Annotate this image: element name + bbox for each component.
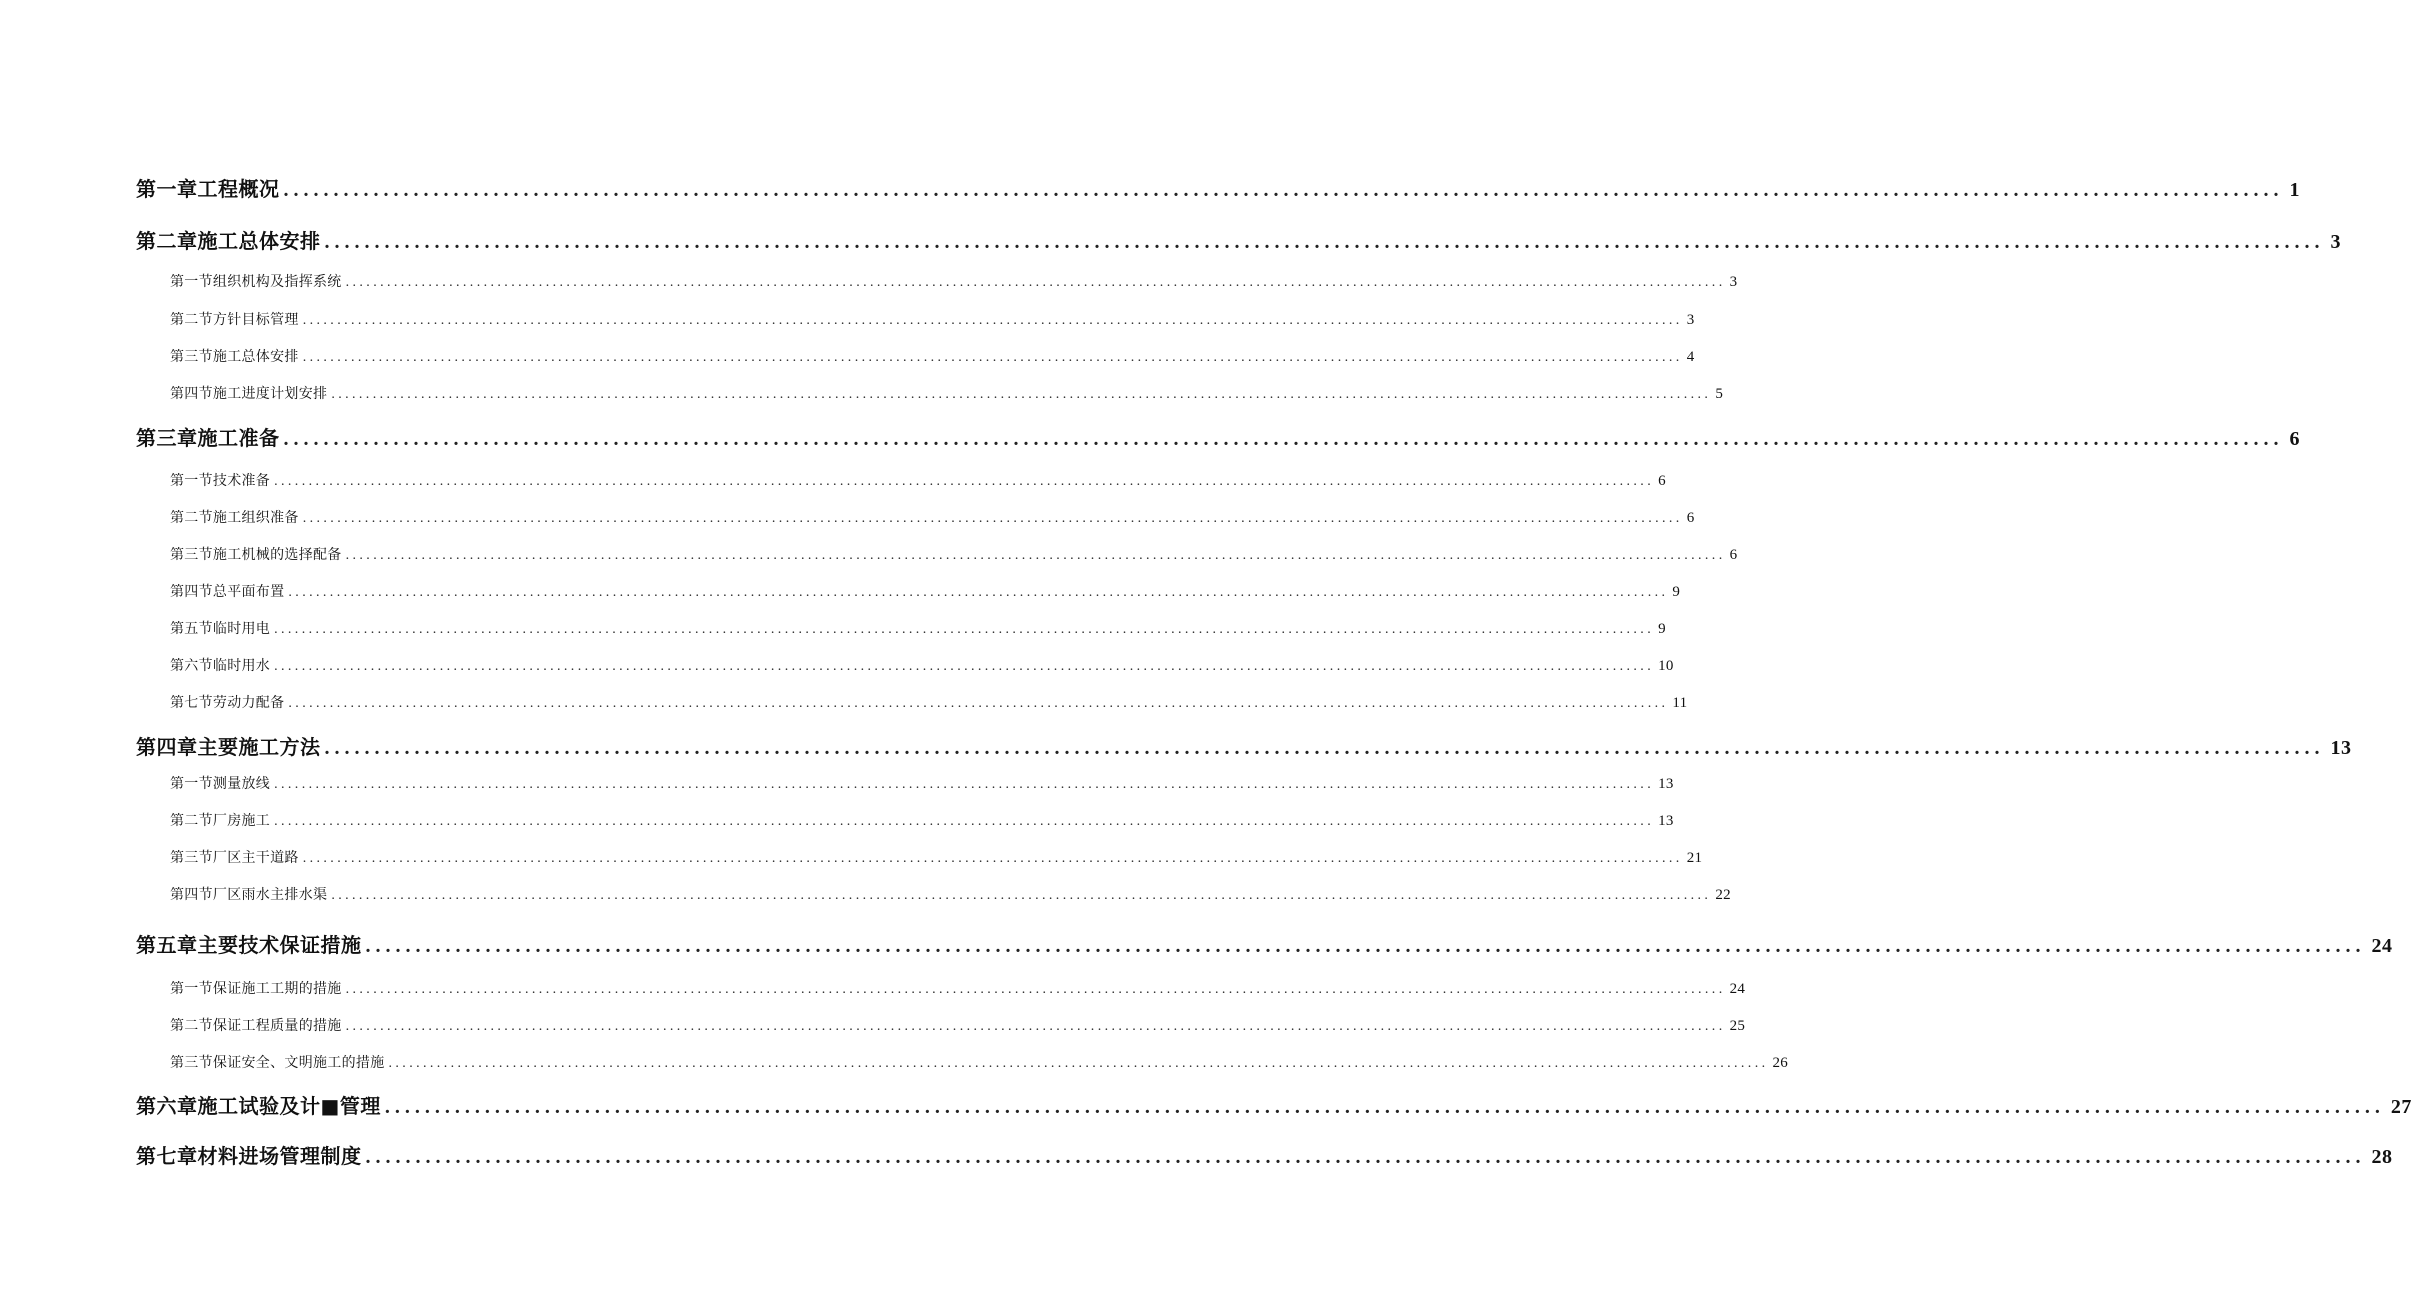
- toc-page-number: 10: [1658, 658, 1674, 674]
- toc-page-number: 6: [1686, 510, 1695, 526]
- toc-entry-title: 第三节施工机械的选择配备: [170, 547, 342, 563]
- toc-dot-leader: ........................................................................................................................................................................................................: [324, 737, 2325, 759]
- toc-section[interactable]: [170, 1052, 1789, 1072]
- toc-entry-title: 第二节厂房施工: [170, 813, 271, 829]
- toc-page-number: 13: [1658, 813, 1674, 829]
- toc-section[interactable]: [170, 847, 1703, 867]
- toc-page-number: 9: [1672, 584, 1681, 600]
- toc-dot-leader: ........................................................................................................................................................................................................: [274, 474, 1655, 489]
- toc-page-number: 13: [1658, 776, 1674, 792]
- toc-entry-title: 第六章施工试验及计■管理: [136, 1094, 381, 1118]
- toc-entry-title: 第三节施工总体安排: [170, 349, 299, 365]
- toc-dot-leader: ........................................................................................................................................................................................................: [388, 1056, 1769, 1071]
- toc-section[interactable]: [170, 810, 1674, 830]
- toc-page-number: 6: [1729, 547, 1738, 563]
- toc-page-number: 11: [1672, 695, 1688, 711]
- toc-chapter-4[interactable]: [136, 731, 2352, 760]
- toc-page-number: 3: [1686, 312, 1695, 328]
- toc-dot-leader: ........................................................................................................................................................................................................: [384, 1096, 2385, 1118]
- toc-dot-leader: ........................................................................................................................................................................................................: [302, 511, 1683, 526]
- toc-dot-leader: ........................................................................................................................................................................................................: [274, 777, 1655, 792]
- toc-section[interactable]: [170, 773, 1674, 793]
- toc-dot-leader: ........................................................................................................................................................................................................: [288, 696, 1669, 711]
- toc-entry-title: 第一节保证施工工期的措施: [170, 981, 342, 997]
- toc-dot-leader: ........................................................................................................................................................................................................: [274, 659, 1655, 674]
- toc-dot-leader: ........................................................................................................................................................................................................: [274, 814, 1655, 829]
- toc-page-number: 6: [2289, 428, 2300, 450]
- toc-page-number: 1: [2289, 179, 2300, 201]
- toc-entry-title: 第三节厂区主干道路: [170, 850, 299, 866]
- toc-dot-leader: ........................................................................................................................................................................................................: [345, 1019, 1726, 1034]
- toc-entry-title: 第三章施工准备: [136, 426, 280, 450]
- toc-dot-leader: ........................................................................................................................................................................................................: [331, 387, 1712, 402]
- toc-entry-title: 第四节施工进度计划安排: [170, 386, 328, 402]
- toc-entry-title: 第一节组织机构及指挥系统: [170, 274, 342, 290]
- toc-section[interactable]: [170, 655, 1674, 675]
- toc-entry-title: 第六节临时用水: [170, 658, 271, 674]
- toc-section[interactable]: [170, 383, 1724, 403]
- toc-section[interactable]: [170, 1015, 1746, 1035]
- toc-chapter-7[interactable]: [136, 1140, 2393, 1169]
- toc-entry-title: 第三节保证安全、文明施工的措施: [170, 1055, 385, 1071]
- toc-entry-title: 第四节厂区雨水主排水渠: [170, 887, 328, 903]
- toc-dot-leader: ........................................................................................................................................................................................................: [283, 179, 2284, 201]
- toc-page-number: 28: [2371, 1146, 2393, 1168]
- toc-page-number: 24: [2371, 935, 2393, 957]
- toc-page-number: 26: [1772, 1055, 1789, 1071]
- toc-dot-leader: ........................................................................................................................................................................................................: [365, 935, 2366, 957]
- toc-chapter-2[interactable]: [136, 225, 2341, 254]
- toc-entry-title: 第二节方针目标管理: [170, 312, 299, 328]
- toc-page-number: 3: [2330, 231, 2341, 253]
- toc-dot-leader: ........................................................................................................................................................................................................: [274, 622, 1655, 637]
- toc-dot-leader: ........................................................................................................................................................................................................: [324, 231, 2325, 253]
- toc-page-number: 22: [1715, 887, 1731, 903]
- toc-section[interactable]: [170, 692, 1688, 712]
- toc-page-number: 21: [1686, 850, 1703, 866]
- toc-section[interactable]: [170, 978, 1746, 998]
- toc-chapter-1[interactable]: [136, 173, 2300, 202]
- toc-page-number: 4: [1686, 349, 1695, 365]
- toc-page-number: 27: [2390, 1096, 2412, 1118]
- toc-entry-title: 第五章主要技术保证措施: [136, 933, 362, 957]
- toc-section[interactable]: [170, 884, 1731, 904]
- toc-dot-leader: ........................................................................................................................................................................................................: [331, 888, 1712, 903]
- toc-entry-title: 第七章材料进场管理制度: [136, 1144, 362, 1168]
- toc-section[interactable]: [170, 544, 1738, 564]
- toc-entry-title: 第一节技术准备: [170, 473, 271, 489]
- toc-entry-title: 第四节总平面布置: [170, 584, 285, 600]
- toc-chapter-5[interactable]: [136, 929, 2393, 958]
- toc-dot-leader: ........................................................................................................................................................................................................: [345, 982, 1726, 997]
- toc-page-number: 25: [1729, 1018, 1746, 1034]
- toc-chapter-3[interactable]: [136, 422, 2300, 451]
- toc-section[interactable]: [170, 309, 1695, 329]
- toc-entry-title: 第二节施工组织准备: [170, 510, 299, 526]
- toc-entry-title: 第二节保证工程质量的措施: [170, 1018, 342, 1034]
- toc-page-number: 5: [1715, 386, 1724, 402]
- toc-dot-leader: ........................................................................................................................................................................................................: [288, 585, 1669, 600]
- toc-section[interactable]: [170, 507, 1695, 527]
- toc-section[interactable]: [170, 346, 1695, 366]
- toc-chapter-6[interactable]: [136, 1090, 2412, 1119]
- toc-entry-title: 第一节测量放线: [170, 776, 271, 792]
- toc-page-number: 6: [1658, 473, 1666, 489]
- toc-dot-leader: ........................................................................................................................................................................................................: [302, 350, 1683, 365]
- toc-entry-title: 第一章工程概况: [136, 177, 280, 201]
- toc-page-number: 3: [1729, 274, 1738, 290]
- toc-section[interactable]: [170, 618, 1666, 638]
- toc-page-number: 13: [2330, 737, 2352, 759]
- toc-section[interactable]: [170, 271, 1738, 291]
- toc-dot-leader: ........................................................................................................................................................................................................: [345, 275, 1726, 290]
- toc-page-number: 9: [1658, 621, 1666, 637]
- toc-entry-title: 第五节临时用电: [170, 621, 271, 637]
- toc-dot-leader: ........................................................................................................................................................................................................: [345, 548, 1726, 563]
- toc-entry-title: 第七节劳动力配备: [170, 695, 285, 711]
- toc-page-number: 24: [1729, 981, 1746, 997]
- toc-dot-leader: ........................................................................................................................................................................................................: [302, 851, 1683, 866]
- toc-section[interactable]: [170, 470, 1666, 490]
- toc-entry-title: 第四章主要施工方法: [136, 735, 321, 759]
- toc-dot-leader: ........................................................................................................................................................................................................: [302, 313, 1683, 328]
- toc-section[interactable]: [170, 581, 1681, 601]
- toc-dot-leader: ........................................................................................................................................................................................................: [283, 428, 2284, 450]
- toc-entry-title: 第二章施工总体安排: [136, 229, 321, 253]
- toc-dot-leader: ........................................................................................................................................................................................................: [365, 1146, 2366, 1168]
